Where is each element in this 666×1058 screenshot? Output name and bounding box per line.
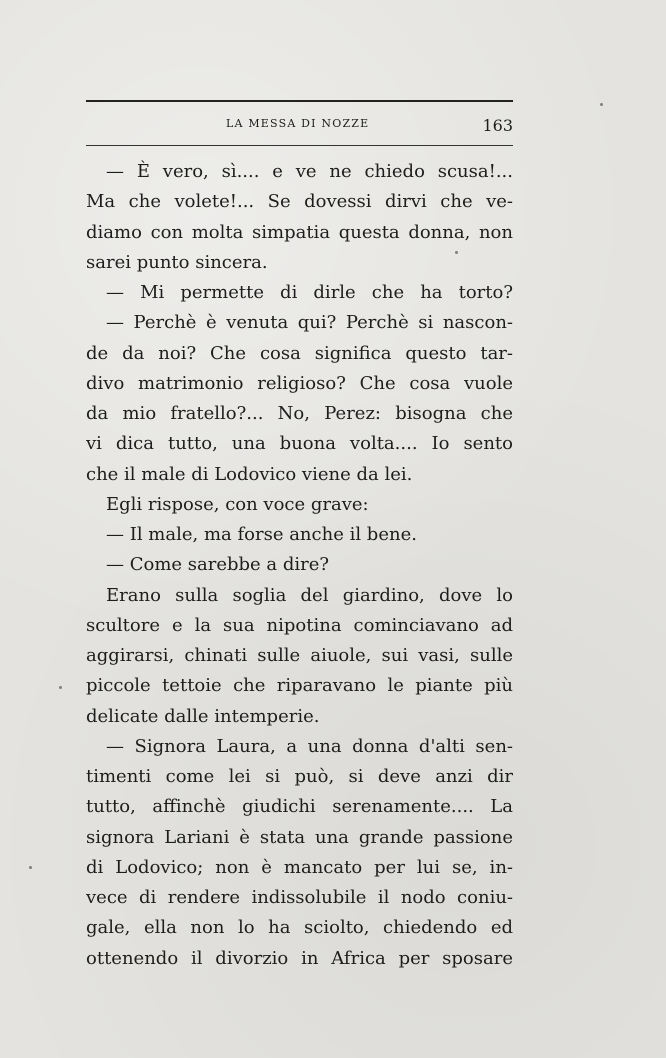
paper-speck [29,866,32,869]
text-line: — Mi permette di dirle che ha torto? [106,282,513,303]
text-line: de da noi? Che cosa significa questo tar- [86,342,513,364]
body-text [86,157,513,974]
text-line: ottenendo il divorzio in Africa per sposare [86,947,513,969]
text-line: da mio fratello?... No, Perez: bisogna che [86,403,513,424]
text-line: tutto, affinchè giudichi serenamente.... La [86,796,513,818]
text-line: Egli rispose, con voce grave: [106,493,369,515]
page-number: 163 [482,116,513,135]
text-line: — Il male, ma forse anche il bene. [106,524,417,545]
text-line: piccole tettoie che riparavano le piante più [86,675,513,697]
paper-speck [59,686,62,689]
running-title: LA MESSA DI NOZZE [226,117,370,130]
text-line: delicate dalle intemperie. [86,705,320,727]
text-line: — Signora Laura, a una donna d'alti sen- [106,735,513,757]
text-line: aggirarsi, chinati sulle aiuole, sui vasi, sulle [86,645,513,666]
text-line: che il male di Lodovico viene da lei. [86,463,413,485]
text-line: divo matrimonio religioso? Che cosa vuole [86,372,513,394]
page-header [86,116,513,140]
text-line: — È vero, sì.... e ve ne chiedo scusa!... [106,161,513,182]
text-line: vi dica tutto, una buona volta.... Io sento [86,433,513,455]
text-line: — Perchè è venuta qui? Perchè si nascon- [106,312,513,334]
text-line: timenti come lei si può, si deve anzi dir [86,766,513,787]
text-line: di Lodovico; non è mancato per lui se, in- [86,856,513,878]
text-line: — Come sarebbe a dire? [106,554,330,576]
text-line: sarei punto sincera. [86,251,268,273]
text-line: gale, ella non lo ha sciolto, chiedendo ed [86,917,513,939]
top-rule [86,100,513,102]
text-line: diamo con molta simpatia questa donna, non [86,221,513,243]
text-line: vece di rendere indissolubile il nodo coniu- [86,887,513,908]
paper-speck [600,103,603,106]
text-line: signora Lariani è stata una grande passione [86,826,513,848]
paper-speck [455,251,458,254]
header-rule [86,145,513,146]
text-line: Erano sulla soglia del giardino, dove lo [106,584,513,606]
text-line: Ma che volete!... Se dovessi dirvi che ve- [86,191,513,213]
text-line: scultore e la sua nipotina cominciavano ad [86,614,513,636]
